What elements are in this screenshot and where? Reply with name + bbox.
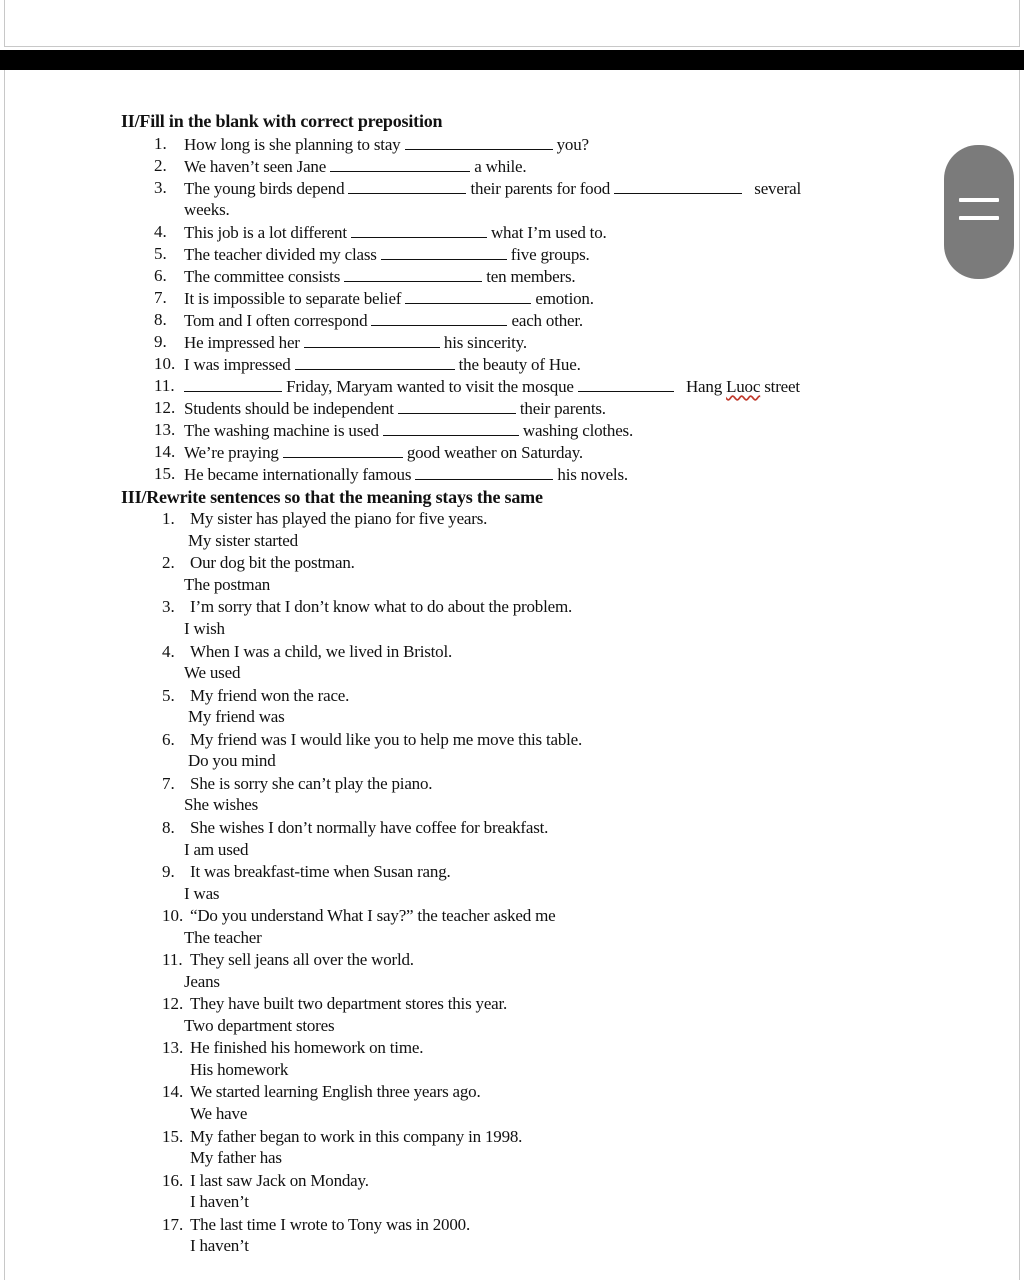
item-number: 11. xyxy=(154,376,175,395)
rewrite-start: She wishes xyxy=(184,795,259,814)
rewrite-start: I haven’t xyxy=(190,1236,249,1255)
fill-item-continuation: weeks. xyxy=(184,200,230,219)
rewrite-start: The postman xyxy=(184,575,271,594)
rewrite-start: My father has xyxy=(190,1148,282,1167)
rewrite-start: The teacher xyxy=(184,928,262,947)
fill-item: Students should be independent their parents. xyxy=(184,399,606,418)
rewrite-prompt: We started learning English three years ago. xyxy=(190,1082,481,1101)
fill-item: I was impressed the beauty of Hue. xyxy=(184,355,581,374)
rewrite-prompt: My friend won the race. xyxy=(190,686,350,705)
answer-blank[interactable] xyxy=(381,244,507,260)
rewrite-start: My friend was xyxy=(188,707,285,726)
fill-item: The committee consists ten members. xyxy=(184,267,576,286)
item-number: 12. xyxy=(162,994,184,1013)
item-number: 7. xyxy=(154,288,167,307)
rewrite-start: Do you mind xyxy=(188,751,276,770)
item-number: 13. xyxy=(162,1038,184,1057)
rewrite-prompt: They sell jeans all over the world. xyxy=(190,950,414,969)
answer-blank[interactable] xyxy=(184,376,282,392)
item-number: 10. xyxy=(162,906,184,925)
fill-item: How long is she planning to stay you? xyxy=(184,135,589,154)
answer-blank[interactable] xyxy=(330,156,470,172)
fill-item: Tom and I often correspond each other. xyxy=(184,311,583,330)
section-title: II/Fill in the blank with correct preposition xyxy=(121,111,443,131)
fill-item: This job is a lot different what I’m used to. xyxy=(184,223,607,242)
fill-item: We haven’t seen Jane a while. xyxy=(184,157,527,176)
grip-line-icon xyxy=(959,216,999,220)
fill-item: It is impossible to separate belief emotion. xyxy=(184,289,594,308)
fill-item: He impressed her his sincerity. xyxy=(184,333,527,352)
item-number: 17. xyxy=(162,1215,184,1234)
rewrite-prompt: She wishes I don’t normally have coffee for breakfast. xyxy=(190,818,549,837)
rewrite-prompt: The last time I wrote to Tony was in 2000. xyxy=(190,1215,470,1234)
item-number: 2. xyxy=(154,156,167,175)
item-number: 4. xyxy=(154,222,167,241)
rewrite-prompt: They have built two department stores this year. xyxy=(190,994,508,1013)
rewrite-start: I was xyxy=(184,884,220,903)
answer-blank[interactable] xyxy=(295,354,455,370)
rewrite-start: I haven’t xyxy=(190,1192,249,1211)
rewrite-prompt: My father began to work in this company in 1998. xyxy=(190,1127,523,1146)
rewrite-prompt: She is sorry she can’t play the piano. xyxy=(190,774,433,793)
item-number: 10. xyxy=(154,354,176,373)
rewrite-start: My sister started xyxy=(188,531,298,550)
item-number: 3. xyxy=(162,597,175,616)
answer-blank[interactable] xyxy=(344,266,482,282)
answer-blank[interactable] xyxy=(383,420,519,436)
page-gap-bar xyxy=(0,50,1024,70)
answer-blank[interactable] xyxy=(578,376,674,392)
rewrite-prompt: “Do you understand What I say?” the teacher asked me xyxy=(190,906,556,925)
item-number: 7. xyxy=(162,774,175,793)
item-number: 8. xyxy=(154,310,167,329)
item-number: 11. xyxy=(162,950,183,969)
answer-blank[interactable] xyxy=(398,398,516,414)
item-number: 15. xyxy=(154,464,176,483)
fill-item: The washing machine is used washing clothes. xyxy=(184,421,634,440)
fill-item: Friday, Maryam wanted to visit the mosque Hang Luoc street xyxy=(184,376,800,397)
item-number: 14. xyxy=(162,1082,184,1101)
item-number: 12. xyxy=(154,398,176,417)
rewrite-prompt: It was breakfast-time when Susan rang. xyxy=(190,862,451,881)
item-number: 5. xyxy=(154,244,167,263)
item-number: 3. xyxy=(154,178,167,197)
answer-blank[interactable] xyxy=(348,178,466,194)
answer-blank[interactable] xyxy=(614,178,742,194)
item-number: 13. xyxy=(154,420,176,439)
answer-blank[interactable] xyxy=(351,222,487,238)
section-title: III/Rewrite sentences so that the meaning stays the same xyxy=(121,487,543,507)
rewrite-prompt: My sister has played the piano for five years. xyxy=(190,509,488,528)
item-number: 6. xyxy=(162,730,175,749)
rewrite-start: We used xyxy=(184,663,241,682)
item-number: 1. xyxy=(162,509,175,528)
item-number: 14. xyxy=(154,442,176,461)
answer-blank[interactable] xyxy=(405,288,531,304)
rewrite-start: Two department stores xyxy=(184,1016,335,1035)
previous-page-edge xyxy=(4,0,1020,47)
item-number: 9. xyxy=(162,862,175,881)
answer-blank[interactable] xyxy=(304,332,440,348)
rewrite-prompt: Our dog bit the postman. xyxy=(190,553,355,572)
rewrite-prompt: My friend was I would like you to help me move this table. xyxy=(190,730,583,749)
rewrite-prompt: He finished his homework on time. xyxy=(190,1038,424,1057)
item-number: 2. xyxy=(162,553,175,572)
rewrite-start: I wish xyxy=(184,619,225,638)
item-number: 15. xyxy=(162,1127,184,1146)
grip-line-icon xyxy=(959,198,999,202)
item-number: 4. xyxy=(162,642,175,661)
fill-item: We’re praying good weather on Saturday. xyxy=(184,443,583,462)
item-number: 5. xyxy=(162,686,175,705)
rewrite-start: Jeans xyxy=(184,972,220,991)
item-number: 8. xyxy=(162,818,175,837)
answer-blank[interactable] xyxy=(405,134,553,150)
item-number: 6. xyxy=(154,266,167,285)
rewrite-prompt: I last saw Jack on Monday. xyxy=(190,1171,369,1190)
item-number: 16. xyxy=(162,1171,184,1190)
spellcheck-flag: Luoc xyxy=(726,377,761,396)
fill-item: The teacher divided my class five groups. xyxy=(184,245,590,264)
fill-item: He became internationally famous his novels. xyxy=(184,465,628,484)
rewrite-start: We have xyxy=(190,1104,248,1123)
answer-blank[interactable] xyxy=(283,442,403,458)
scroll-handle[interactable] xyxy=(944,145,1014,279)
rewrite-start: His homework xyxy=(190,1060,289,1079)
answer-blank[interactable] xyxy=(415,464,553,480)
rewrite-prompt: When I was a child, we lived in Bristol. xyxy=(190,642,453,661)
fill-item: The young birds depend their parents for food several xyxy=(184,179,802,198)
answer-blank[interactable] xyxy=(371,310,507,326)
item-number: 1. xyxy=(154,134,167,153)
rewrite-start: I am used xyxy=(184,840,249,859)
rewrite-prompt: I’m sorry that I don’t know what to do about the problem. xyxy=(190,597,573,616)
item-number: 9. xyxy=(154,332,167,351)
